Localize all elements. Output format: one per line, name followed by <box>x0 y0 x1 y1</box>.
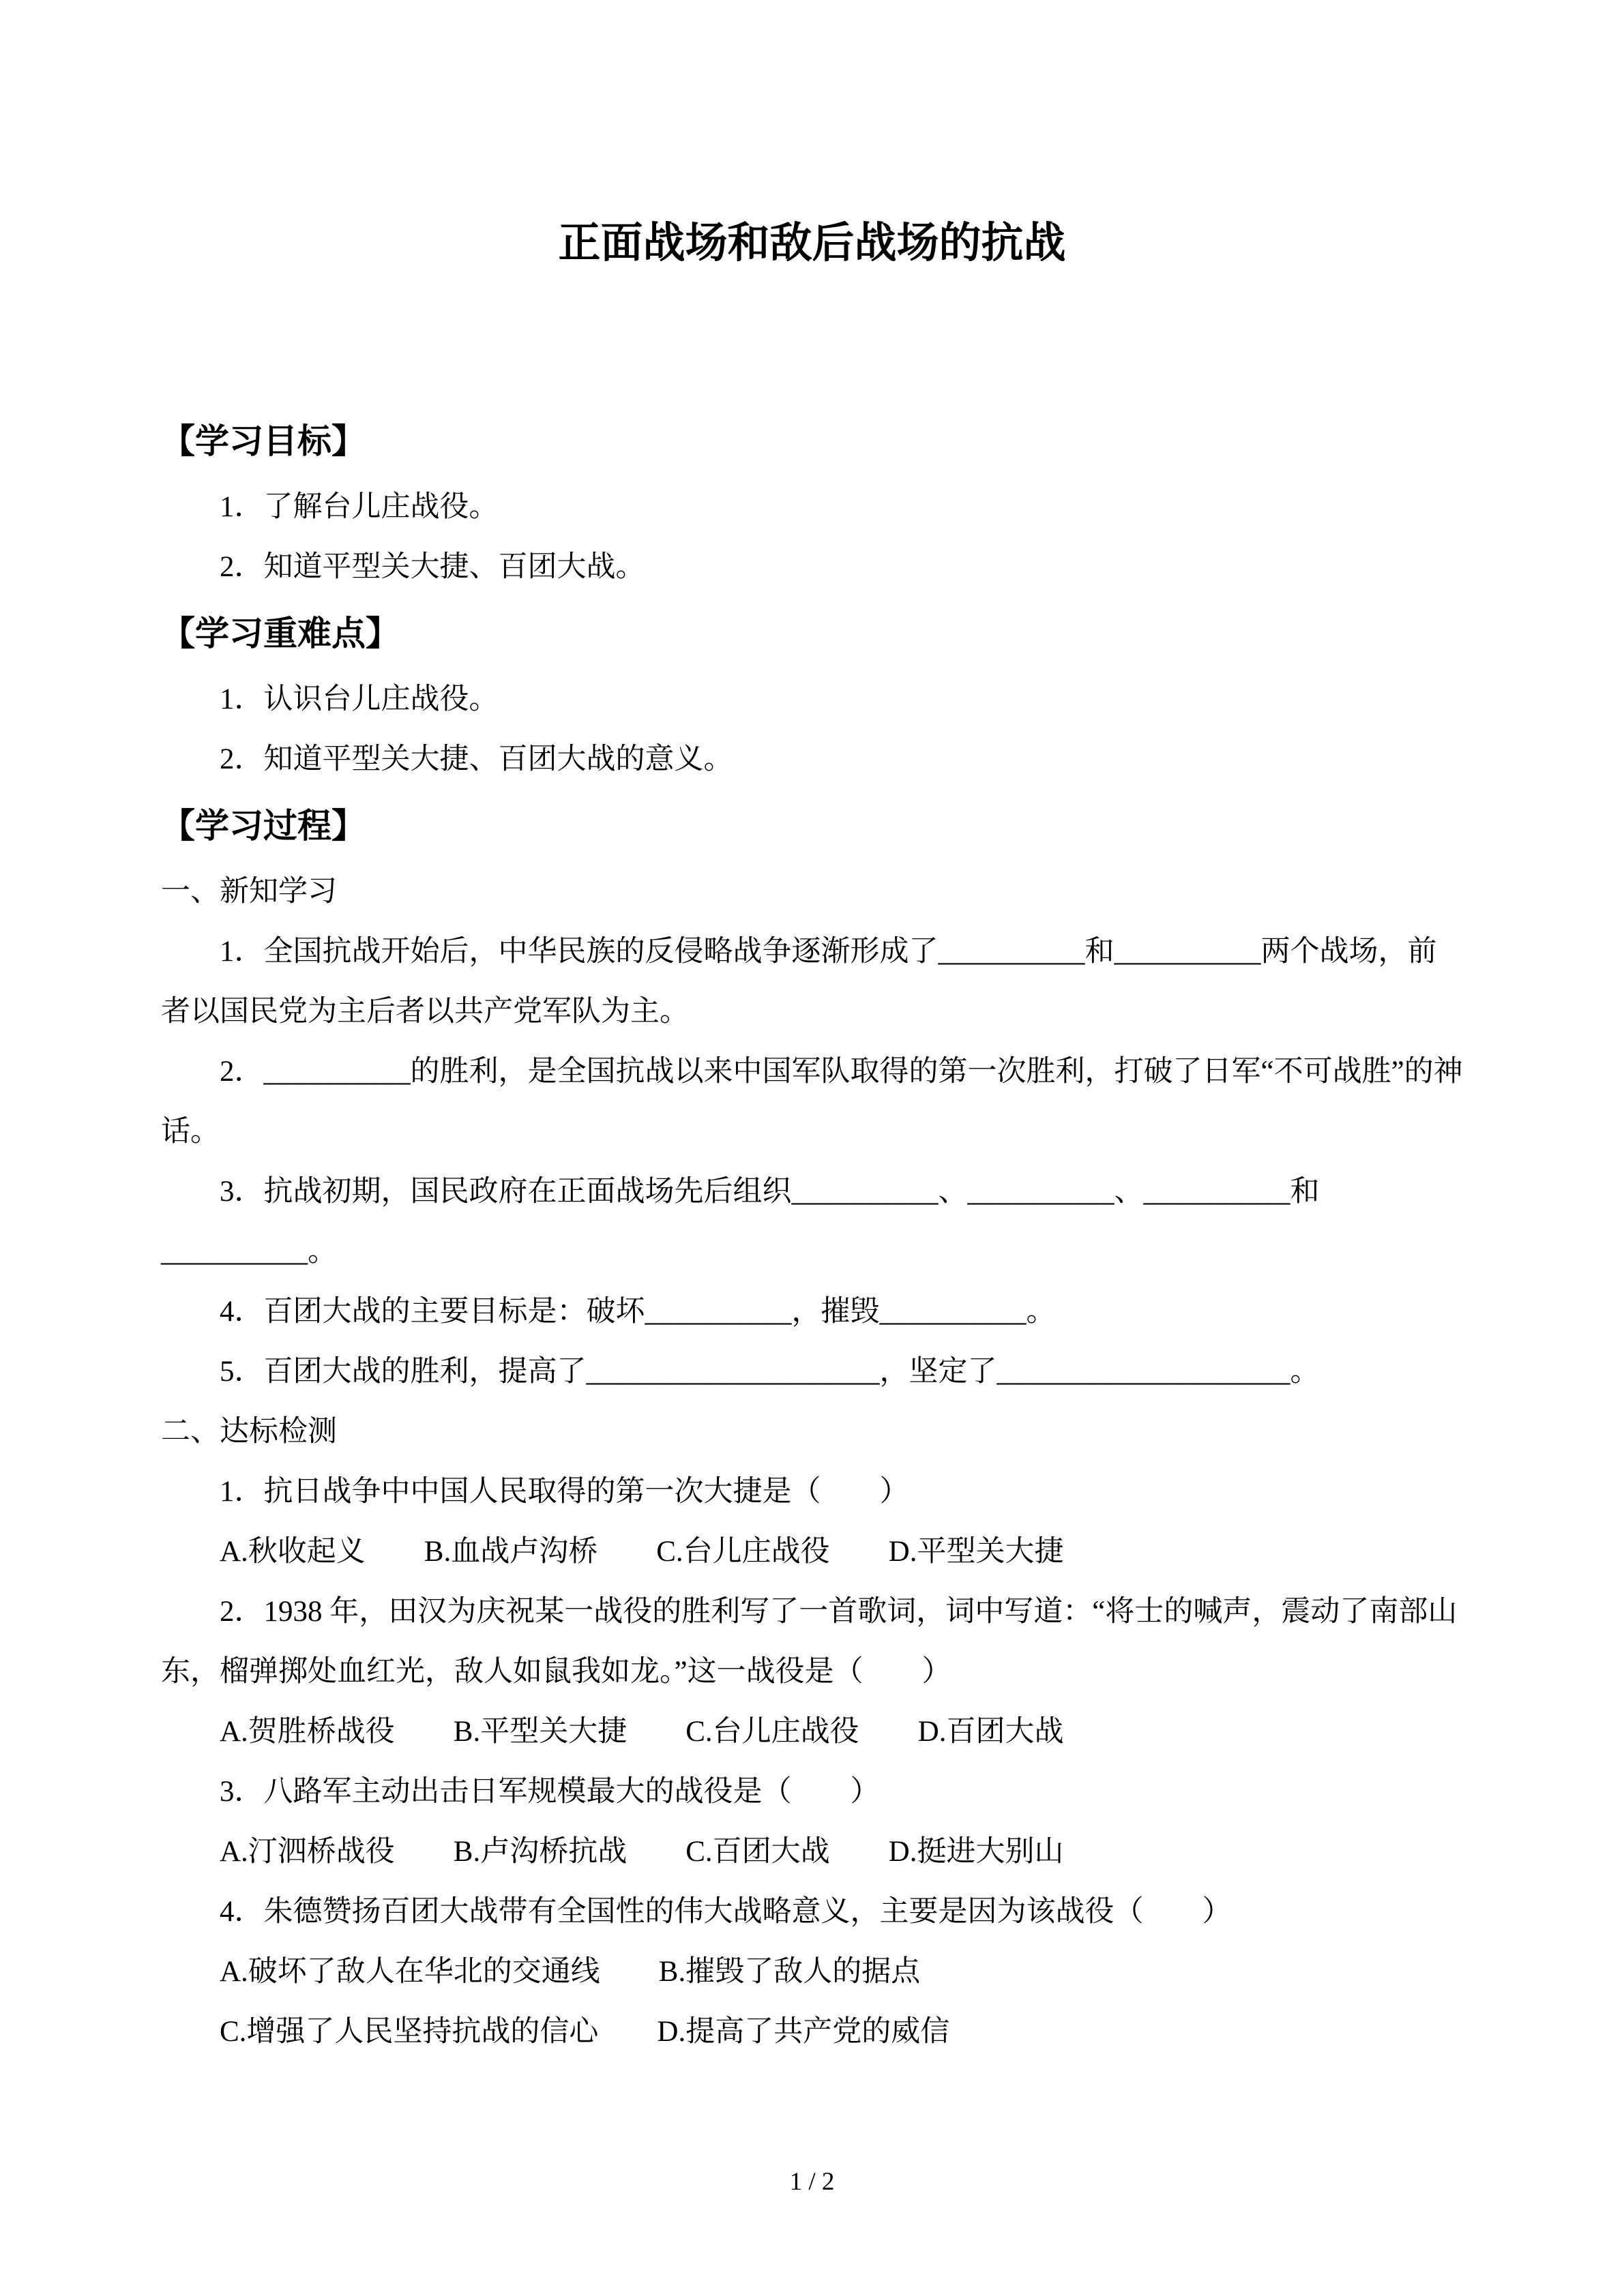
question-1-stem: 1．抗日战争中中国人民取得的第一次大捷是（ ） <box>220 1476 909 1508</box>
fill-blank-item-1: 1．全国抗战开始后，中华民族的反侵略战争逐渐形成了__________和__________两个战场，前者以国民党为主后者以共产党军队为主。 <box>161 936 1437 1028</box>
page-number: 1 / 2 <box>789 2168 835 2196</box>
question-4-stem: 4．朱德赞扬百团大战带有全国性的伟大战略意义，主要是因为该战役（ ） <box>220 1896 1232 1928</box>
question-4-options-ab: A.破坏了敌人在华北的交通线 B.摧毁了敌人的据点 <box>220 1956 921 1988</box>
heading-key-points: 【学习重难点】 <box>161 614 400 653</box>
key-point-item-1: 1．认识台儿庄战役。 <box>220 683 499 715</box>
heading-learning-process: 【学习过程】 <box>161 807 366 845</box>
question-1-options: A.秋收起义 B.血战卢沟桥 C.台儿庄战役 D.平型关大捷 <box>220 1536 1064 1568</box>
question-2-stem: 2．1938 年，田汉为庆祝某一战役的胜利写了一首歌词，词中写道：“将士的喊声，震动了南部山东，榴弹掷处血红光，敌人如鼠我如龙。”这一战役是（ ） <box>161 1596 1458 1688</box>
key-point-item-2: 2．知道平型关大捷、百团大战的意义。 <box>220 743 733 775</box>
fill-blank-item-4: 4．百团大战的主要目标是：破坏__________，摧毁__________。 <box>220 1296 1056 1328</box>
question-3-stem: 3．八路军主动出击日军规模最大的战役是（ ） <box>220 1776 880 1808</box>
fill-blank-item-5: 5．百团大战的胜利，提高了____________________，坚定了____________________。 <box>220 1356 1320 1388</box>
document-title: 正面战场和敌后战场的抗战 <box>558 220 1066 267</box>
question-3-options: A.汀泗桥战役 B.卢沟桥抗战 C.百团大战 D.挺进大别山 <box>220 1836 1064 1868</box>
subsection-assessment: 二、达标检测 <box>161 1416 337 1448</box>
goal-item-1: 1．了解台儿庄战役。 <box>220 491 499 523</box>
fill-blank-item-3: 3．抗战初期，国民政府在正面战场先后组织__________、__________、__________和__________。 <box>161 1176 1320 1268</box>
subsection-new-knowledge: 一、新知学习 <box>161 876 337 908</box>
question-2-options: A.贺胜桥战役 B.平型关大捷 C.台儿庄战役 D.百团大战 <box>220 1716 1064 1748</box>
document-content <box>161 217 1463 2062</box>
question-4-options-cd: C.增强了人民坚持抗战的信心 D.提高了共产党的威信 <box>220 2016 950 2048</box>
goal-item-2: 2．知道平型关大捷、百团大战。 <box>220 551 645 583</box>
heading-learning-goals: 【学习目标】 <box>161 422 366 460</box>
fill-blank-item-2: 2．__________的胜利，是全国抗战以来中国军队取得的第一次胜利，打破了日军“不可战胜”的神话。 <box>161 1056 1463 1148</box>
